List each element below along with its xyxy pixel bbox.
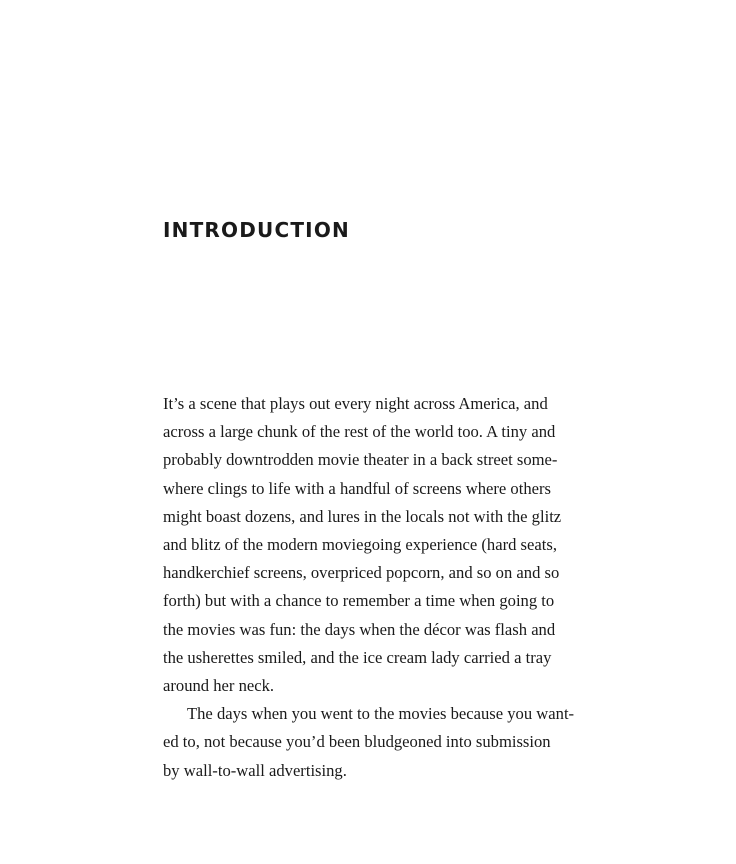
text-line: the movies was fun: the days when the décor was flash and	[163, 619, 556, 639]
text-line: across a large chunk of the rest of the world too. A tiny and	[163, 422, 556, 442]
body-text	[163, 390, 591, 785]
paragraph-2	[163, 700, 591, 785]
text-line: where clings to life with a handful of screens where others	[163, 478, 551, 498]
chapter-title: INTRODUCTION	[163, 218, 350, 242]
text-line: the usherettes smiled, and the ice cream lady carried a tray	[163, 647, 552, 667]
text-line: by wall-to-wall advertising.	[163, 760, 347, 780]
text-line: might boast dozens, and lures in the locals not with the glitz	[163, 506, 562, 526]
paragraph-1	[163, 390, 591, 700]
text-line: The days when you went to the movies because you want-	[187, 704, 575, 724]
text-line: around her neck.	[163, 676, 275, 696]
text-line: forth) but with a chance to remember a time when going to	[163, 591, 555, 611]
text-line: handkerchief screens, overpriced popcorn, and so on and so	[163, 563, 560, 583]
text-line: ed to, not because you’d been bludgeoned into submission	[163, 732, 551, 752]
text-line: It’s a scene that plays out every night across America, and	[163, 394, 548, 413]
text-line: probably downtrodden movie theater in a back street some-	[163, 450, 558, 470]
text-line: and blitz of the modern moviegoing experience (hard seats,	[163, 535, 557, 555]
